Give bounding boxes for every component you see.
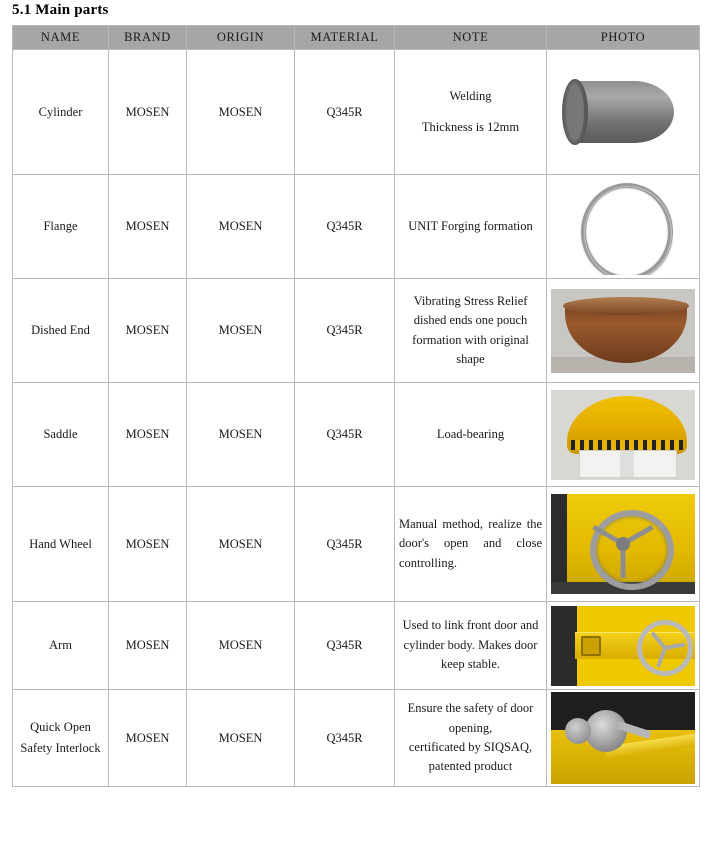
part-photo-cell [547, 50, 700, 175]
part-brand: MOSEN [109, 175, 187, 279]
part-brand: MOSEN [109, 602, 187, 690]
part-note: Used to link front door and cylinder body. Makes door keep stable. [395, 602, 547, 690]
table-row [13, 279, 700, 383]
part-origin: MOSEN [187, 50, 295, 175]
part-note [395, 50, 547, 175]
part-name: Dished End [13, 279, 109, 383]
part-material: Q345R [295, 383, 395, 487]
part-origin: MOSEN [187, 383, 295, 487]
part-material: Q345R [295, 602, 395, 690]
page-title: 5.1 Main parts [12, 2, 109, 18]
note-line: Ensure the safety of door opening, [407, 701, 534, 735]
part-brand: MOSEN [109, 50, 187, 175]
part-photo-cell [547, 383, 700, 487]
hand-wheel-photo [551, 494, 695, 594]
note-line: Thickness is 12mm [421, 120, 520, 134]
part-note [395, 690, 547, 787]
part-brand: MOSEN [109, 279, 187, 383]
part-material: Q345R [295, 50, 395, 175]
column-header-photo: PHOTO [547, 26, 700, 50]
part-origin: MOSEN [187, 602, 295, 690]
note-line: patented product [428, 759, 513, 774]
column-header-note: NOTE [395, 26, 547, 50]
part-origin: MOSEN [187, 175, 295, 279]
part-photo-cell [547, 690, 700, 787]
part-note: Load-bearing [395, 383, 547, 487]
part-name: Flange [13, 175, 109, 279]
cylinder-photo [551, 75, 695, 149]
part-note: UNIT Forging formation [395, 175, 547, 279]
column-header-material: MATERIAL [295, 26, 395, 50]
part-name: Quick Open Safety Interlock [13, 690, 109, 787]
part-origin: MOSEN [187, 487, 295, 602]
part-photo-cell [547, 487, 700, 602]
dished-end-photo [551, 289, 695, 373]
part-name: Saddle [13, 383, 109, 487]
column-header-name: NAME [13, 26, 109, 50]
part-brand: MOSEN [109, 383, 187, 487]
column-header-brand: BRAND [109, 26, 187, 50]
table-row [13, 690, 700, 787]
part-name: Cylinder [13, 50, 109, 175]
note-line: Welding [449, 88, 492, 103]
part-name: Arm [13, 602, 109, 690]
part-material: Q345R [295, 487, 395, 602]
part-photo-cell [547, 279, 700, 383]
part-material: Q345R [295, 690, 395, 787]
column-header-origin: ORIGIN [187, 26, 295, 50]
table-row [13, 487, 700, 602]
part-brand: MOSEN [109, 487, 187, 602]
part-material: Q345R [295, 175, 395, 279]
saddle-photo [551, 390, 695, 480]
part-origin: MOSEN [187, 690, 295, 787]
part-note: Manual method, realize the door's open and close controlling. [395, 487, 547, 602]
part-name: Hand Wheel [13, 487, 109, 602]
table-row [13, 383, 700, 487]
part-origin: MOSEN [187, 279, 295, 383]
interlock-photo [551, 692, 695, 784]
part-photo-cell [547, 602, 700, 690]
part-photo-cell [547, 175, 700, 279]
part-brand: MOSEN [109, 690, 187, 787]
main-parts-table [12, 25, 700, 787]
flange-photo [551, 179, 695, 275]
table-row [13, 602, 700, 690]
table-row [13, 175, 700, 279]
note-line: certificated by SIQSAQ, [408, 740, 533, 754]
arm-photo [551, 606, 695, 686]
table-header-row [13, 26, 700, 50]
part-note: Vibrating Stress Relief dished ends one pouch formation with original shape [395, 279, 547, 383]
table-row [13, 50, 700, 175]
part-material: Q345R [295, 279, 395, 383]
document-page [0, 2, 709, 841]
